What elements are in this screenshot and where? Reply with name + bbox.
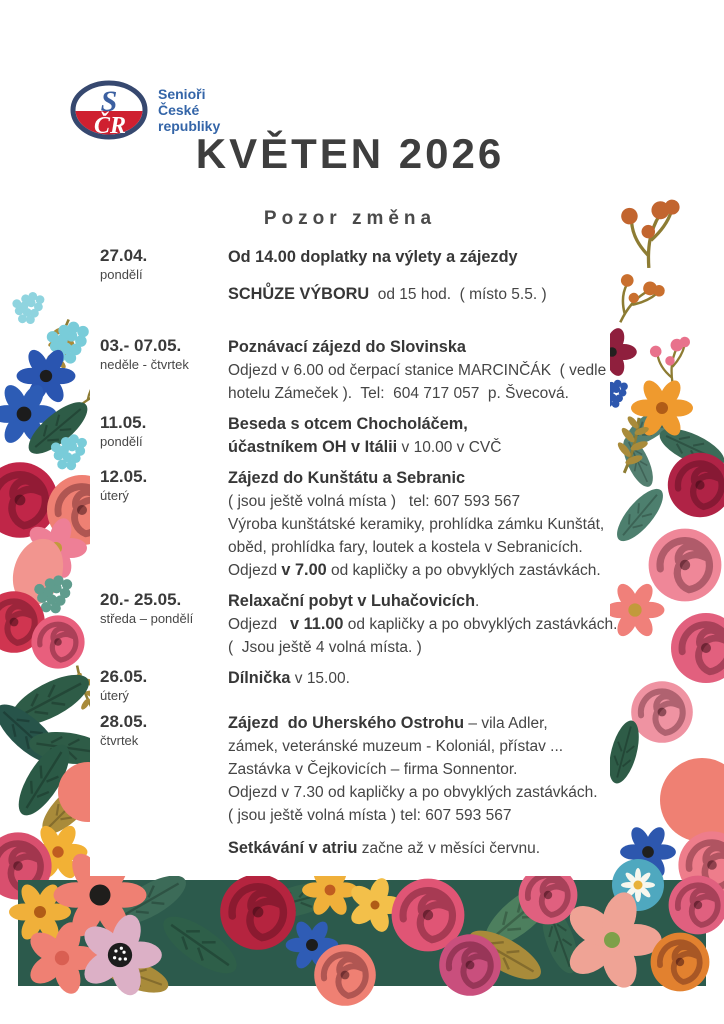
event-text: Odjezd bbox=[228, 616, 291, 633]
event-row bbox=[100, 336, 606, 405]
event-line bbox=[228, 413, 606, 436]
event-day: úterý bbox=[100, 488, 129, 503]
event-text: zámek, veteránské muzeum - Koloniál, přístav ... bbox=[228, 738, 564, 755]
event-line bbox=[228, 559, 606, 582]
event-description bbox=[228, 837, 606, 860]
line-spacer bbox=[228, 269, 606, 283]
event-text-bold: Zájezd do Uherského Ostrohu bbox=[228, 714, 465, 732]
event-line bbox=[228, 735, 606, 758]
event-text-bold: Poznávací zájezd do Slovinska bbox=[228, 338, 466, 356]
event-text-bold: v 7.00 bbox=[281, 561, 327, 579]
event-text: začne až v měsíci červnu. bbox=[357, 840, 541, 857]
event-day: středa – pondělí bbox=[100, 611, 194, 626]
event-text-bold: Beseda s otcem Chocholáčem, bbox=[228, 415, 468, 433]
event-text: od 15 hod. ( místo 5.5. ) bbox=[369, 286, 547, 303]
event-text-bold: v 11.00 bbox=[290, 615, 344, 633]
event-text-bold: Relaxační pobyt v Luhačovicích bbox=[228, 592, 476, 610]
event-text: – vila Adler, bbox=[464, 715, 548, 732]
event-line bbox=[228, 804, 606, 827]
event-text: v 10.00 v CVČ bbox=[397, 439, 502, 456]
event-line bbox=[228, 336, 606, 359]
event-line bbox=[228, 513, 606, 536]
logo-monogram-bottom: ČR bbox=[93, 113, 127, 139]
event-line bbox=[228, 758, 606, 781]
event-date-cell bbox=[100, 413, 228, 450]
event-date: 20.- 25.05. bbox=[100, 590, 182, 609]
event-text: ( Jsou ještě 4 volná místa. ) bbox=[228, 639, 422, 656]
event-line bbox=[228, 613, 617, 636]
event-day: čtvrtek bbox=[100, 733, 139, 748]
event-date: 28.05. bbox=[100, 712, 148, 731]
event-text: od kapličky a po obvyklých zastávkách. bbox=[326, 562, 601, 579]
event-row bbox=[100, 413, 606, 459]
subtitle-notice: Pozor změna bbox=[263, 208, 437, 229]
event-row bbox=[100, 590, 618, 659]
event-description bbox=[228, 246, 606, 306]
org-name-line: republiky bbox=[158, 118, 221, 134]
event-date-cell bbox=[100, 590, 228, 627]
event-text: ( jsou ještě volná místa ) tel: 607 593 567 bbox=[228, 493, 521, 510]
event-line bbox=[228, 467, 606, 490]
logo-monogram-top: S bbox=[100, 85, 118, 118]
event-text-bold: SCHŮZE VÝBORU bbox=[228, 285, 370, 303]
events-list bbox=[100, 246, 618, 868]
event-line bbox=[228, 490, 606, 513]
event-line bbox=[228, 246, 606, 269]
event-line bbox=[228, 283, 606, 306]
event-text: ( jsou ještě volná místa ) tel: 607 593 567 bbox=[228, 807, 512, 824]
event-date-cell bbox=[100, 246, 228, 283]
event-text-bold: Dílnička bbox=[228, 669, 291, 687]
event-line bbox=[228, 781, 606, 804]
event-row bbox=[100, 467, 606, 582]
event-text: Výroba kunštátské keramiky, prohlídka zámku Kunštát, bbox=[228, 516, 605, 533]
event-text-bold: Zájezd do Kunštátu a Sebranic bbox=[228, 469, 466, 487]
org-name-line: České bbox=[158, 102, 200, 118]
event-text: Odjezd v 6.00 od čerpací stanice MARCINČÁK ( vedle bbox=[228, 362, 607, 379]
org-name-line: Senioři bbox=[158, 86, 206, 102]
event-description bbox=[228, 667, 606, 690]
event-line bbox=[228, 837, 606, 860]
event-line bbox=[228, 382, 606, 405]
event-date: 26.05. bbox=[100, 667, 148, 686]
event-line bbox=[228, 667, 606, 690]
event-text: oběd, prohlídka fary, loutek a kostela v Sebranicích. bbox=[228, 539, 583, 556]
event-description bbox=[228, 712, 606, 827]
event-row bbox=[100, 712, 606, 827]
org-name bbox=[158, 86, 220, 134]
event-date: 03.- 07.05. bbox=[100, 336, 182, 355]
event-text: v 15.00. bbox=[290, 670, 350, 687]
event-date: 12.05. bbox=[100, 467, 148, 486]
event-line bbox=[228, 590, 617, 613]
event-text: od kapličky a po obvyklých zastávkách. bbox=[343, 616, 618, 633]
event-row bbox=[100, 667, 606, 704]
event-date: 27.04. bbox=[100, 246, 148, 265]
event-description bbox=[228, 413, 606, 459]
event-line bbox=[228, 359, 606, 382]
event-text: Odjezd bbox=[228, 562, 282, 579]
event-description bbox=[228, 467, 606, 582]
content-panel bbox=[90, 0, 618, 876]
event-day: pondělí bbox=[100, 434, 143, 449]
event-date-cell bbox=[100, 467, 228, 504]
event-date-cell bbox=[100, 667, 228, 704]
event-day: neděle - čtvrtek bbox=[100, 357, 189, 372]
page-title: KVĚTEN 2026 bbox=[195, 130, 505, 177]
event-line bbox=[228, 436, 606, 459]
event-day: pondělí bbox=[100, 267, 143, 282]
event-date: 11.05. bbox=[100, 413, 147, 432]
event-line bbox=[228, 636, 617, 659]
event-day: úterý bbox=[100, 688, 129, 703]
event-text-bold: účastníkem OH v Itálii bbox=[228, 438, 398, 456]
event-line bbox=[228, 712, 606, 735]
event-text-bold: Setkávání v atriu bbox=[228, 839, 358, 857]
event-line bbox=[228, 536, 606, 559]
event-row bbox=[100, 246, 606, 306]
event-text-bold: Od 14.00 doplatky na výlety a zájezdy bbox=[228, 248, 518, 266]
event-text: Odjezd v 7.30 od kapličky a po obvyklých zastávkách. bbox=[228, 784, 598, 801]
event-description bbox=[228, 590, 617, 659]
event-text: . bbox=[475, 593, 480, 610]
event-date-cell bbox=[100, 336, 228, 373]
event-date-cell bbox=[100, 712, 228, 749]
event-row bbox=[100, 837, 606, 860]
event-text: hotelu Zámeček ). Tel: 604 717 057 p. Švecová. bbox=[228, 385, 569, 402]
event-description bbox=[228, 336, 606, 405]
event-text: Zastávka v Čejkovicích – firma Sonnentor. bbox=[228, 761, 518, 778]
